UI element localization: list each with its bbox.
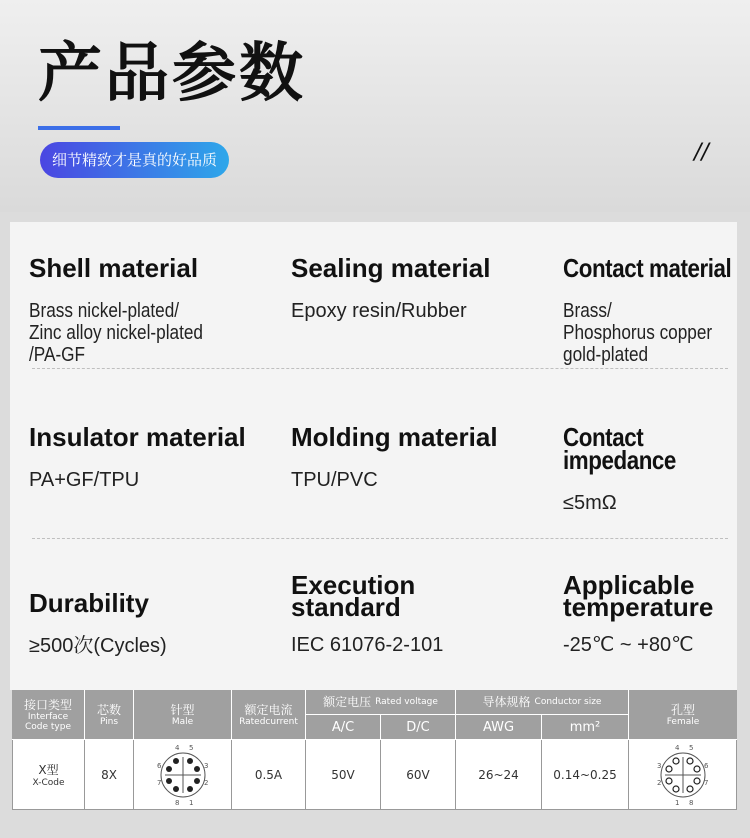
decorative-slashes: // [694,140,709,165]
td-label: X型 [38,763,59,777]
spec-value: Brass/ Phosphorus copper gold-plated [563,300,713,366]
td-interface [12,740,85,810]
th-label: 孔型 [670,702,695,717]
th-sublabel: Code type [24,721,71,732]
th-sublabel: Ratedcurrent [239,716,298,727]
pin-number: 5 [188,743,193,752]
divider [32,538,728,539]
th-dc: D/C [381,715,456,740]
spec-contact [563,253,750,366]
th-label: 针型 [170,702,195,717]
pin-number: 5 [688,743,693,752]
td-mm2: 0.14~0.25 [542,740,629,810]
th-ac: A/C [306,715,381,740]
spec-label: Applicable temperature [563,570,714,622]
th-awg: AWG [456,715,542,740]
th-interface [12,690,85,740]
female-pin-diagram [648,742,718,808]
spec-value: IEC 61076-2-101 [291,634,444,656]
th-sublabel: Male [171,716,194,727]
spec-label: Durability [29,588,149,618]
pin-number: 7 [703,778,708,787]
pin-number: 4 [174,743,179,752]
td-ac: 50V [306,740,381,810]
th-sublabel: Pins [99,716,119,727]
th-label: 芯数 [96,702,121,717]
th-sublabel: Conductor size [534,697,602,707]
th-sublabel: Interface [27,711,69,722]
title-underline [38,126,120,130]
male-pin-diagram [148,742,218,808]
spec-value: -25℃ ~ +80℃ [563,634,694,656]
th-sublabel: Female [666,716,700,727]
pin-number: 7 [156,778,161,787]
pin-number: 2 [203,778,208,787]
spec-value: PA+GF/TPU [29,469,140,491]
th-female [629,690,737,740]
th-mm2: mm² [542,715,629,740]
td-female-diagram [629,740,737,810]
td-male-diagram [134,740,232,810]
pin-number: 6 [703,761,708,770]
td-pins: 8X [85,740,134,810]
page-title: 产品参数 [38,37,306,111]
spec-label: Molding material [291,422,498,452]
spec-table [12,690,737,810]
spec-label: Shell material [29,253,199,283]
th-label: 额定电压 [323,695,372,709]
th-current [232,690,306,740]
th-conductor [456,690,629,715]
spec-value: Epoxy resin/Rubber [291,300,467,322]
th-label: 额定电流 [244,702,293,717]
spec-impedance [563,422,750,514]
spec-value: ≤5mΩ [563,492,617,514]
pin-number: 3 [656,761,661,770]
pin-number: 8 [688,798,693,807]
th-sublabel: Rated voltage [375,697,438,707]
pin-number: 6 [156,761,161,770]
th-male [134,690,232,740]
spec-molding [291,422,561,491]
td-dc: 60V [381,740,456,810]
th-pins [85,690,134,740]
spec-temperature [563,570,750,656]
spec-label: Contact material [563,253,732,283]
divider [32,368,728,369]
spec-panel [10,222,737,690]
spec-standard [291,570,561,656]
td-awg: 26~24 [456,740,542,810]
pin-number: 3 [203,761,208,770]
pin-number: 2 [656,778,661,787]
header-band [0,0,750,212]
pin-number: 1 [674,798,679,807]
td-sublabel: X-Code [32,778,65,788]
pin-number: 4 [674,743,679,752]
spec-label: Sealing material [291,253,491,283]
spec-insulator [29,422,294,491]
spec-label: Insulator material [29,422,246,452]
spec-value: Brass nickel-plated/ Zinc alloy nickel-plated /PA-GF [29,300,204,366]
pin-number: 1 [188,798,193,807]
td-current: 0.5A [232,740,306,810]
spec-label: Contact impedance [563,422,676,475]
pin-number: 8 [174,798,179,807]
spec-value: ≥500次(Cycles) [29,635,167,657]
th-voltage [306,690,456,715]
th-label: 导体规格 [482,695,531,709]
spec-label: Execution standard [291,570,416,622]
subtitle-pill: 细节精致才是真的好品质 [40,142,229,178]
th-label: 接口类型 [23,697,72,712]
spec-value: TPU/PVC [291,469,378,491]
spec-sealing [291,253,561,322]
spec-durability [29,588,289,657]
spec-shell [29,253,289,366]
